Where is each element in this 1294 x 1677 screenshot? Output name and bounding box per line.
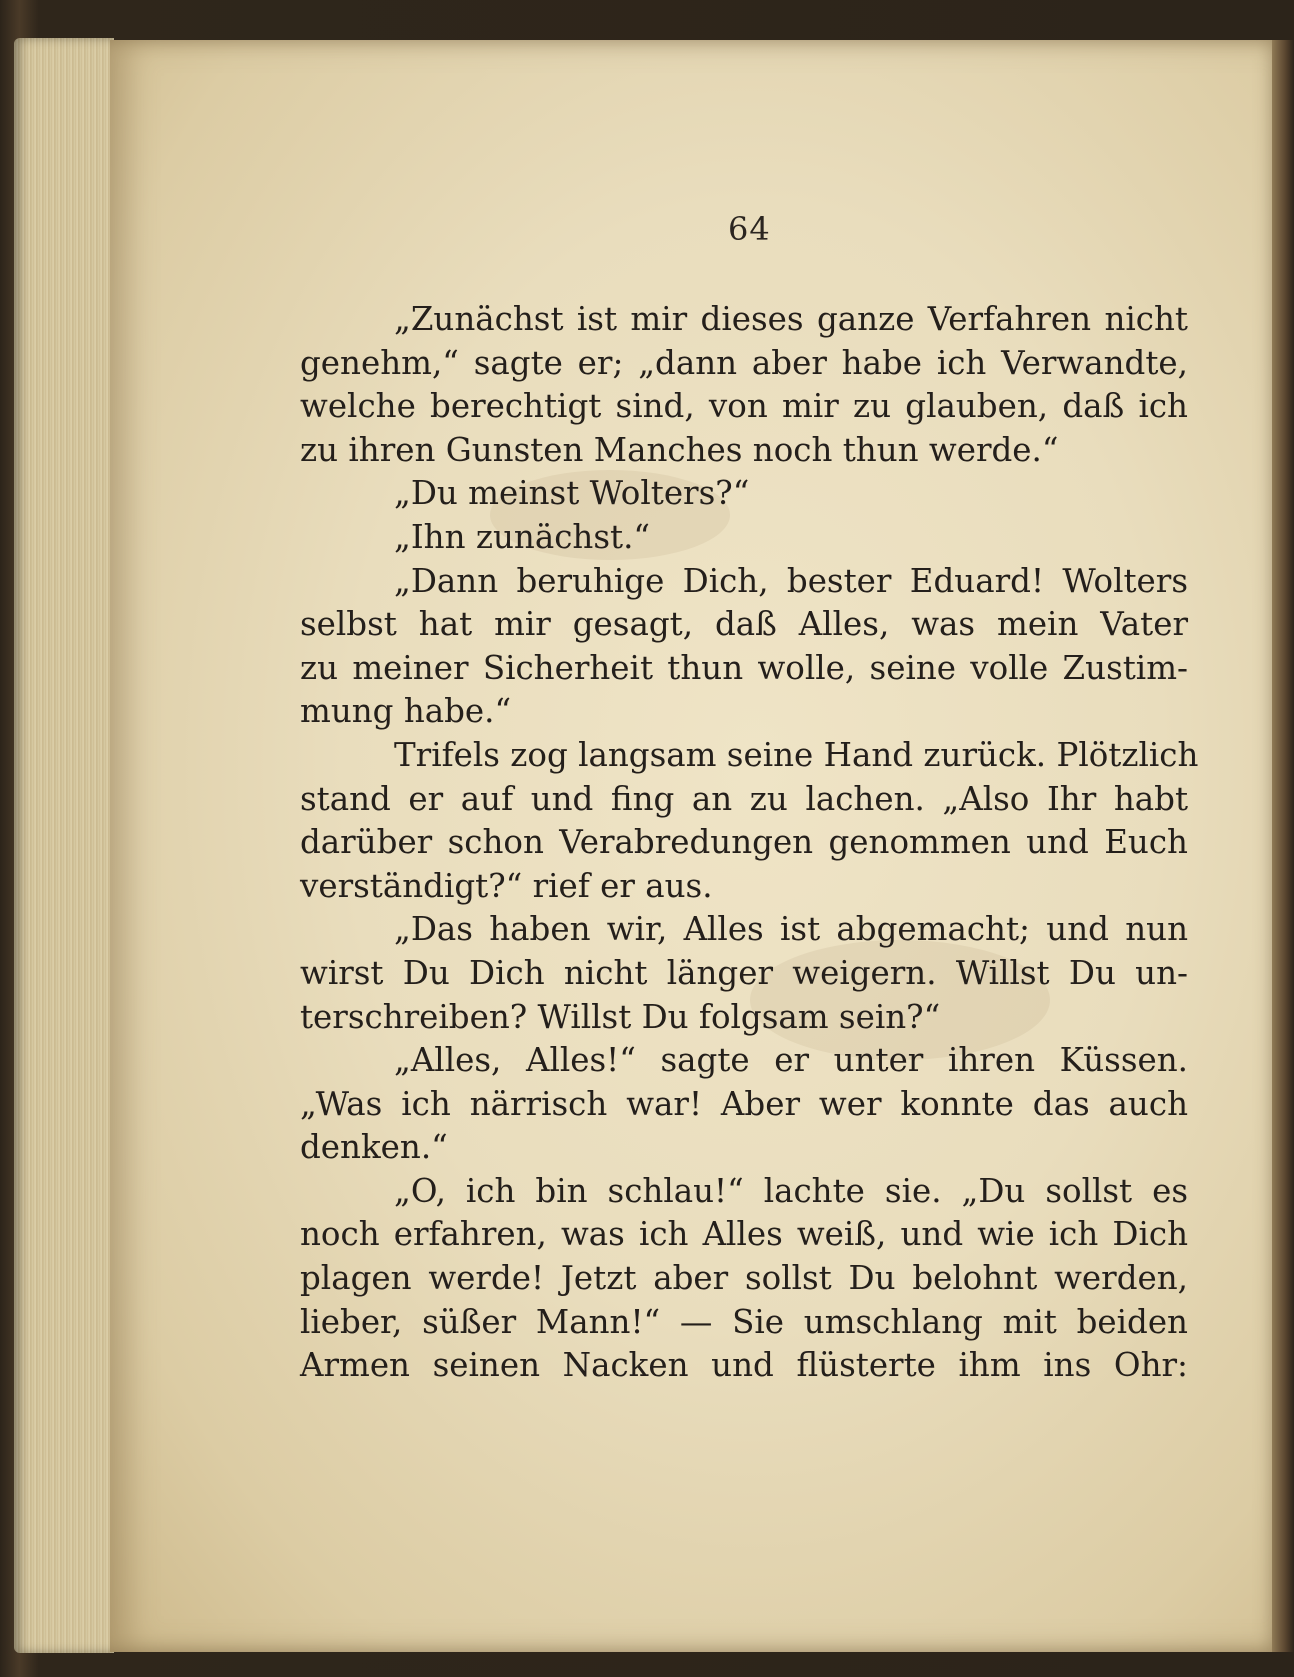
text-line: Trifels zog langsam seine Hand zurück. Plötzlich <box>394 735 1199 774</box>
text-line: welche berechtigt sind, von mir zu glauben, daß ich <box>300 387 1188 426</box>
text-line: „Du meinst Wolters?“ <box>394 474 750 513</box>
text-line: genehm,“ sagte er; „dann aber habe ich Verwandte, <box>300 343 1188 382</box>
paragraph <box>300 298 1188 472</box>
text-line: „Alles, Alles!“ sagte er unter ihren Küssen. <box>394 1041 1188 1080</box>
text-line: „Das haben wir, Alles ist abgemacht; und nun <box>394 910 1188 949</box>
text-line: lieber, süßer Mann!“ — Sie umschlang mit beiden <box>300 1302 1188 1341</box>
text-line: verständigt?“ rief er aus. <box>300 866 713 905</box>
paragraph <box>300 1039 1188 1170</box>
paragraph <box>300 908 1188 1039</box>
text-line: „Was ich närrisch war! Aber wer konnte das auch <box>300 1084 1188 1123</box>
text-line: „Dann beruhige Dich, bester Eduard! Wolters <box>394 561 1188 600</box>
text-line: terschreiben? Willst Du folgsam sein?“ <box>300 997 941 1036</box>
text-line: noch erfahren, was ich Alles weiß, und wie ich Dich <box>300 1215 1188 1254</box>
text-line: mung habe.“ <box>300 692 512 731</box>
text-line: wirst Du Dich nicht länger weigern. Willst Du un- <box>300 953 1188 992</box>
paragraph <box>300 472 1188 516</box>
text-line: stand er auf und fing an zu lachen. „Also Ihr habt <box>300 779 1188 818</box>
paragraph <box>300 516 1188 560</box>
text-line: zu ihren Gunsten Manches noch thun werde.“ <box>300 430 1059 469</box>
text-line: darüber schon Verabredungen genommen und Euch <box>300 823 1188 862</box>
text-line: plagen werde! Jetzt aber sollst Du belohnt werden, <box>300 1259 1188 1298</box>
paragraph <box>300 734 1199 908</box>
page-stack-edges <box>14 38 114 1653</box>
text-line: „O, ich bin schlau!“ lachte sie. „Du sollst es <box>394 1171 1188 1210</box>
text-line: zu meiner Sicherheit thun wolle, seine volle Zustim- <box>300 648 1188 687</box>
text-line: Armen seinen Nacken und flüsterte ihm ins Ohr: <box>300 1346 1188 1385</box>
text-line: „Ihn zunächst.“ <box>394 517 651 556</box>
text-line: selbst hat mir gesagt, daß Alles, was mein Vater <box>300 605 1188 644</box>
paragraph <box>300 1170 1188 1388</box>
paragraph <box>300 560 1188 734</box>
text-line: denken.“ <box>300 1128 448 1167</box>
page-number: 64 <box>728 210 771 248</box>
body-text <box>300 298 1199 1388</box>
page-right-edge <box>1272 40 1294 1652</box>
text-line: „Zunächst ist mir dieses ganze Verfahren nicht <box>394 300 1188 338</box>
